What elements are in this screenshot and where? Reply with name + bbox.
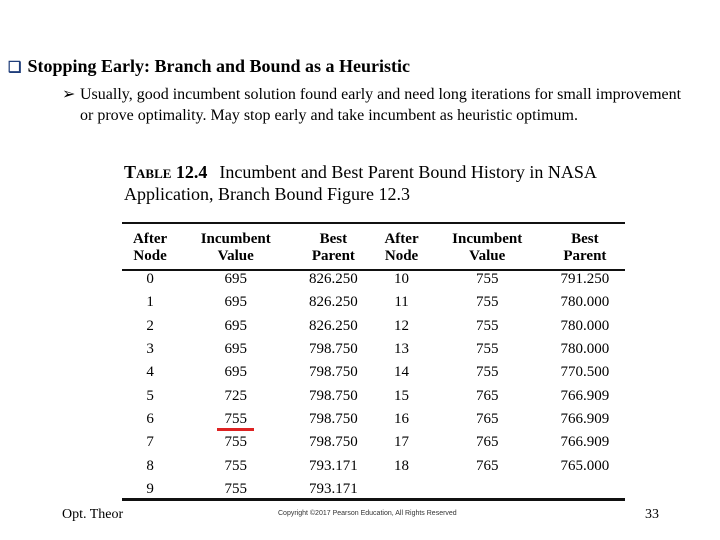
table-row [122,338,625,361]
table-cell: 755 [475,341,499,358]
table-cell: 9 [146,480,154,497]
table-cell: 755 [224,457,247,474]
table-cell: 765 [475,434,499,451]
table-row [122,361,625,384]
table-cell: 6 [146,410,154,427]
column-header [293,228,373,268]
table-cell: 765 [475,410,499,427]
table-cell: 8 [146,457,154,474]
header-line: After [133,231,168,247]
table-cell: 11 [394,294,409,311]
slide-heading: ❑ Stopping Early: Branch and Bound as a Heuristic [8,56,411,76]
table-row [122,408,625,431]
table-cell: 798.750 [309,410,358,427]
table-cell: 793.171 [309,457,358,474]
copyright: Copyright ©2017 Pearson Education, All Rights Reserved [278,510,457,517]
table-cell [545,478,625,501]
table-cell: 695 [224,271,247,288]
table-cell: 7 [146,434,154,451]
table-cell: 5 [146,387,154,404]
highlight-underline [217,428,254,431]
table-cell: 780.000 [560,341,610,358]
header-line: Node [133,248,167,264]
table-cell: 695 [224,317,247,334]
table-cell: 765.000 [560,457,610,474]
table-cell: 755 [475,271,499,288]
table-cell: 826.250 [309,317,358,334]
table-cell: 695 [224,364,247,381]
arrow-bullet-icon: ➢ [62,86,76,103]
top-rule [122,222,625,224]
page-number: 33 [645,507,659,522]
table-row [122,478,625,501]
table-cell: 755 [224,434,247,451]
table-cell: 17 [394,434,410,451]
table-cell: 2 [146,317,154,334]
table-cell: 695 [224,341,247,358]
header-line: After [384,231,419,247]
table-row [122,431,625,454]
table-cell: 13 [394,341,410,358]
history-table [122,228,625,501]
header-line: Value [217,248,254,264]
table-cell: 755 [224,410,247,427]
table-cell: 826.250 [309,294,358,311]
table-cell: 0 [146,271,154,288]
table-cell: 695 [224,294,247,311]
table-cell: 766.909 [560,434,610,451]
header-line: Best [319,231,348,247]
table-cell: 798.750 [309,341,358,358]
table-cell: 798.750 [309,387,358,404]
table-caption: Table 12.4 Incumbent and Best Parent Bound History in NASA Application, Branch Bound Figure 12.3 [124,162,596,204]
table-cell: 755 [475,364,499,381]
header-line: Best [571,231,599,247]
table-cell: 10 [394,271,410,288]
table-cell: 770.500 [560,364,610,381]
column-header [178,228,293,268]
checkbox-bullet-icon: ❑ [8,60,22,76]
table-cell: 755 [475,317,499,334]
table-row [122,384,625,407]
table-cell: 16 [394,410,410,427]
header-line: Incumbent [200,231,271,247]
sub-bullet: ➢ Usually, good incumbent solution found early and need long iterations for small improvement or prove optimality. May stop early and take incumbent as heuristic optimum. [62,86,682,124]
header-line: Parent [311,248,355,264]
table-cell: 725 [224,387,247,404]
table-cell: 4 [146,364,154,381]
table-cell: 12 [394,317,410,334]
table-image [122,158,626,517]
header-line: Incumbent [452,231,523,247]
table-row [122,291,625,314]
table-cell: 780.000 [560,317,610,334]
table-cell [430,478,545,501]
header-line: Parent [563,248,607,264]
table-cell: 793.171 [309,480,358,497]
table-cell: 765 [475,387,499,404]
table-cell: 766.909 [560,387,610,404]
header-line: Node [384,248,419,264]
table-row [122,454,625,477]
footer-title: Opt. Theor [62,507,124,522]
table-cell: 18 [394,457,410,474]
table-cell: 826.250 [309,271,358,288]
table-row [122,268,625,291]
table-cell: 766.909 [560,410,610,427]
table-cell: 791.250 [560,271,610,288]
table-row [122,315,625,338]
column-header [545,228,625,268]
table-cell: 780.000 [560,294,610,311]
header-line: Value [469,248,506,264]
column-header [373,228,429,268]
table-cell: 755 [475,294,499,311]
table-cell: 765 [475,457,499,474]
column-header [430,228,545,268]
table-cell: 798.750 [309,434,358,451]
table-cell: 3 [146,341,154,358]
table-cell: 1 [146,294,154,311]
table-cell: 798.750 [309,364,358,381]
table-cell: 15 [394,387,410,404]
table-cell: 14 [394,364,410,381]
table-cell [373,478,429,501]
table-cell: 755 [224,480,247,497]
column-header [122,228,178,268]
